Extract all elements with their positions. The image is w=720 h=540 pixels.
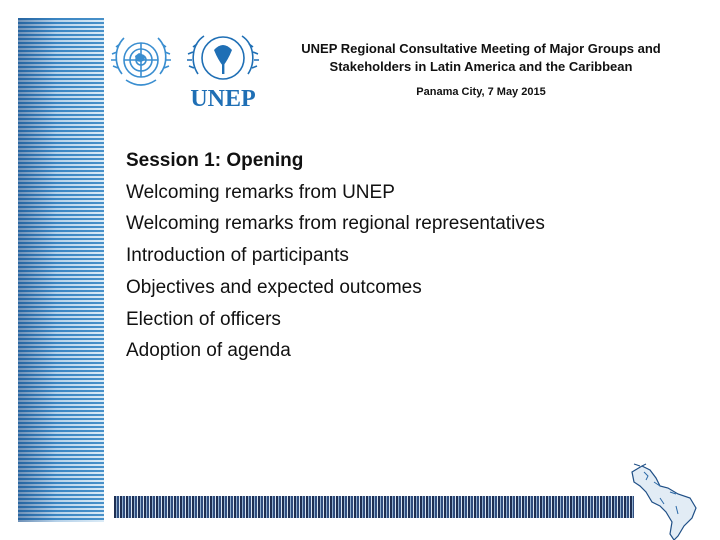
agenda-heading: Session 1: Opening (126, 150, 304, 171)
left-decorative-stripes (18, 18, 104, 522)
agenda-item: Objectives and expected outcomes (126, 276, 422, 298)
unep-logo (180, 28, 266, 112)
meeting-title (276, 40, 686, 76)
agenda-item: Introduction of participants (126, 245, 349, 267)
agenda-item: Election of officers (126, 308, 281, 330)
agenda-item: Welcoming remarks from regional representatives (126, 213, 545, 235)
unep-logo-text: UNEP (190, 86, 256, 112)
bottom-decorative-bar (114, 496, 634, 518)
latin-america-map-icon (630, 462, 700, 540)
un-emblem-icon (108, 30, 174, 94)
agenda-item: Adoption of agenda (126, 340, 291, 362)
meeting-title-line2: Stakeholders in Latin America and the Caribbean (329, 59, 633, 74)
meeting-date: Panama City, 7 May 2015 (416, 86, 546, 98)
meeting-title-line1: UNEP Regional Consultative Meeting of Major Groups and (301, 41, 661, 56)
agenda-list (126, 145, 686, 367)
agenda-item: Welcoming remarks from UNEP (126, 181, 395, 203)
